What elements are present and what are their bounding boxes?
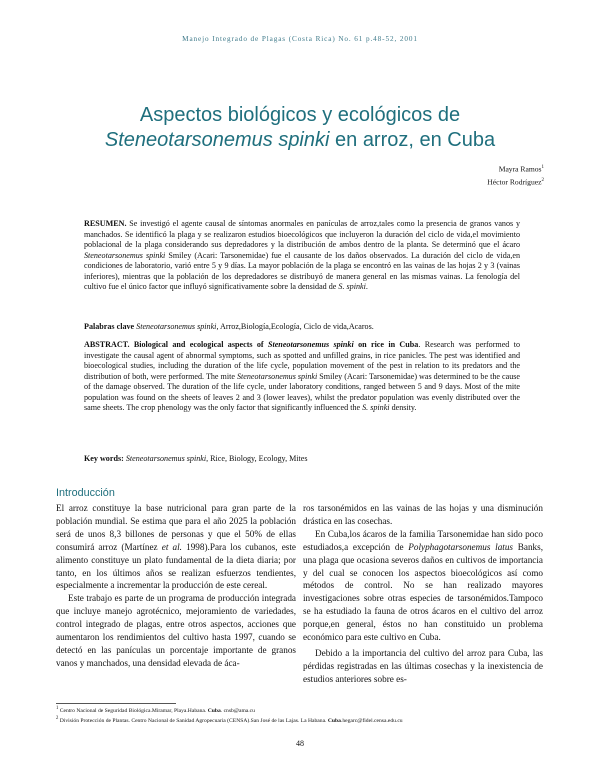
right-paragraph-3: Debido a la importancia del cultivo del arroz para Cuba, las pérdidas registradas en las últimas cosechas y la inexistencia de estudios anteriores sobre es- bbox=[303, 647, 543, 684]
abstract-species-2: S. spinki bbox=[362, 403, 390, 413]
palabras-clave-rest: , Arroz,Biología,Ecología, Ciclo de vida,Acaros. bbox=[216, 322, 374, 331]
right-paragraph-1: ros tarsonémidos en las vainas de las hojas y una disminución drástica en las cosechas. bbox=[303, 503, 543, 526]
author-2-mark: 2 bbox=[541, 177, 544, 183]
key-words-rest: , Rice, Biology, Ecology, Mites bbox=[206, 454, 308, 463]
footnote-1-email: . cnsb@ama.cu bbox=[220, 707, 255, 714]
journal-header: Manejo Integrado de Plagas (Costa Rica) No. 61 p.48-52, 2001 bbox=[182, 35, 418, 43]
abstract-text-2: Smiley (Acari: Tarsonemidae) was determined to be the cause of the damage observed. The duration of the life cycle, under laboratory conditions, ranged between 5 and 9 days. Most of the mite population was found on the sheets of leaves 2 and 3 (lower leaves), whilst the predator population was evenly distributed over the same sheets. The crop phenology was the only factor that significantly influenced the bbox=[84, 371, 520, 413]
abstract-species-1: Steneotarsonemus spinki bbox=[236, 371, 318, 381]
footnote-2-country: Cuba bbox=[327, 718, 341, 725]
abstract-label-post: on rice in Cuba bbox=[353, 340, 419, 349]
left-paragraph-1 bbox=[56, 502, 296, 592]
resumen-label: RESUMEN. bbox=[84, 219, 127, 228]
footnotes bbox=[56, 705, 556, 726]
abstract-text-1: . Research was performed to investigate the causal agent of abnormal symptoms, such as spotted and unfilled grains, in rice panicles. The pest was identified and bioecological studies, including the duration of the life cycle, population movement of the pest in relation to its predators and the distribution of both, were performed. The mite bbox=[84, 340, 520, 381]
key-words-label: Key words: bbox=[84, 454, 124, 463]
left-p1-italic: et al. bbox=[161, 541, 182, 552]
key-words bbox=[84, 453, 520, 464]
section-heading: Introducción bbox=[56, 487, 115, 499]
footnote-2-email: .hegarc@fidel.censa.edu.cu bbox=[340, 718, 403, 725]
palabras-clave bbox=[84, 321, 520, 332]
abstract-label-pre: ABSTRACT. Biological and ecological aspects of bbox=[84, 340, 268, 349]
left-column bbox=[56, 502, 296, 670]
right-column bbox=[303, 502, 543, 686]
right-p2-text: En Cuba,los ácaros de la familia Tarsonemidae han sido poco estudiados,a excepción de bbox=[303, 528, 543, 552]
resumen bbox=[84, 219, 520, 293]
resumen-species-1: Steneotarsonemus spinki bbox=[84, 250, 166, 260]
author-1-name: Mayra Ramos bbox=[498, 164, 542, 174]
resumen-text-1: Se investigó el agente causal de síntomas anormales en panículas de arroz,tales como la presencia de granos vanos y manchados. Se identificó la plaga y se realizaron estudios bioecológicos que incluyeron la duración del ciclo de vida,el movimiento poblacional de la plaga considerando sus depredadores y la distribución de ambos dentro de la planta. Se determinó que el ácaro bbox=[84, 219, 520, 250]
left-p1-rest: 1998).Para los cubanos, este alimento constituye un plato fundamental de la dieta diaria; por tanto, en los últimos años se realizan esfuerzos tendientes, especialmente a incrementar la producción de este cereal. bbox=[56, 541, 296, 591]
footnote-rule bbox=[56, 703, 176, 704]
abstract-label-species: Steneotarsonemus spinki bbox=[267, 340, 354, 349]
palabras-clave-species: Steneotarsonemus spinki bbox=[136, 322, 217, 331]
abstract-text-3: density. bbox=[389, 403, 417, 413]
palabras-clave-label: Palabras clave bbox=[84, 322, 135, 331]
title-line-1: Aspectos biológicos y ecológicos de bbox=[139, 104, 461, 126]
authors bbox=[487, 162, 544, 187]
page-number: 48 bbox=[296, 739, 304, 748]
right-paragraph-2 bbox=[303, 528, 543, 644]
author-2-name: Héctor Rodríguez bbox=[487, 177, 542, 187]
author-1 bbox=[487, 162, 544, 175]
author-2 bbox=[487, 175, 544, 188]
footnote-2-text: División Protección de Plantas. Centro Nacional de Sanidad Agropecuaria (CENSA).San José de las Lajas. La Habana. bbox=[58, 718, 328, 725]
footnote-1-country: Cuba bbox=[207, 707, 221, 714]
resumen-text-3: . bbox=[365, 282, 368, 292]
title-line-2 bbox=[60, 128, 540, 153]
author-1-mark: 1 bbox=[541, 165, 544, 170]
footnote-1 bbox=[56, 705, 556, 715]
footnote-2-mark: 2 bbox=[56, 716, 59, 722]
left-paragraph-2: Este trabajo es parte de un programa de producción integrada que incluye manejo agrotécnico, mejoramiento de variedades, control integrado de plagas, entre otros aspectos, acciones que aumentaron los rendimientos del cultivo hasta 1997, cuando se detectó en las panículas un porcentaje importante de granos vanos y manchados, una densidad elevada de áca- bbox=[56, 593, 296, 668]
abstract-label bbox=[84, 340, 418, 349]
article-title bbox=[60, 103, 540, 153]
title-line-2-rest: en arroz, en Cuba bbox=[329, 129, 496, 151]
right-p2-rest: Banks, una plaga que ocasiona severos daños en cultivos de importancia y del cual se conocen los aspectos bioecológicos así como métodos de control. No se han realizado mayores investigaciones sobre otras especies de tarsonémidos.Tampoco se ha estudiado la fauna de otros ácaros en el cultivo del arroz porque,en general, éstos no han constituido un problema económico para este cultivo en Cuba. bbox=[303, 541, 544, 643]
footnote-1-text: Centro Nacional de Seguridad Biológica.Miramar, Playa.Habana. bbox=[58, 707, 208, 714]
right-p2-italic: Polyphagotarsonemus latus bbox=[408, 541, 514, 552]
key-words-species: Steneotarsonemus spinki bbox=[125, 454, 207, 463]
left-p1-text: El arroz constituye la base nutricional para gran parte de la población mundial. Se estima que para el año 2025 la población será de unos 8,3 billones de personas y que el 50% de ellas consumirá arroz (Martínez bbox=[56, 503, 296, 552]
footnote-2 bbox=[56, 715, 556, 725]
abstract bbox=[84, 340, 520, 414]
resumen-text-2: Smiley (Acari: Tarsonemidae) fue el causante de los daños observados. La duración del ciclo de vida,en condiciones de laboratorio, varió entre 5 y 9 días. La mayor población de la plaga se encontró en las vainas de las hojas 2 y 3 (vainas inferiores), mientras que la población de los depredadores se distribuyó de manera general en las mismas vainas. La fenología del cultivo fue el único factor que influyó significativamente sobre la densidad de bbox=[84, 250, 520, 292]
title-species: Steneotarsonemus spinki bbox=[104, 129, 330, 151]
resumen-species-2: S. spinki bbox=[338, 282, 366, 292]
footnote-1-mark: 1 bbox=[56, 706, 59, 711]
